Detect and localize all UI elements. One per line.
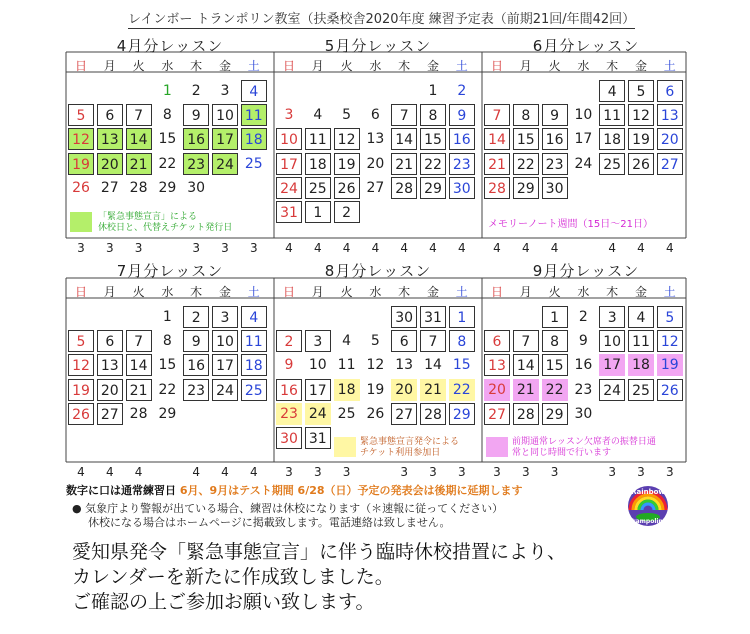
- lesson-count: 3: [221, 241, 229, 255]
- day-cell: 21: [126, 153, 152, 175]
- day-cell: 12: [657, 330, 683, 352]
- day-cell: 4: [342, 333, 352, 350]
- day-cell: 7: [484, 104, 510, 126]
- weekday-header: 火: [548, 59, 561, 73]
- legend-practice-days: 数字に口は通常練習日: [66, 484, 176, 497]
- day-cell: 11: [337, 357, 356, 374]
- day-cell: 19: [334, 153, 360, 175]
- day-cell: 18: [599, 128, 625, 150]
- weekday-header: 木: [190, 59, 203, 73]
- legend-line: [66, 482, 523, 498]
- day-cell: 18: [628, 354, 654, 376]
- lesson-count: 4: [249, 465, 258, 479]
- day-cell: 9: [284, 357, 294, 374]
- day-cell: 1: [162, 83, 172, 99]
- announcement-line-1: 愛知県発令「緊急事態宣言」に伴う臨時休校措置により、: [72, 541, 567, 563]
- day-cell: 7: [420, 330, 446, 352]
- month-note: 前期通常レッスン欠席者の振替日通 常と同じ時間で行います: [512, 437, 656, 458]
- day-cell: 8: [513, 104, 539, 126]
- lesson-count: 3: [342, 465, 351, 479]
- day-cell: 2: [276, 330, 302, 352]
- weather-warning-note: ● 気象庁より警報が出ている場合、練習は休校になります（＊速報に従ってください）: [72, 502, 504, 515]
- weekday-header: 火: [340, 59, 353, 73]
- weekday-header: 月: [103, 59, 116, 73]
- day-cell: 30: [449, 177, 475, 199]
- day-cell: 25: [599, 153, 625, 175]
- day-cell: 17: [574, 131, 593, 148]
- day-cell: 16: [276, 379, 302, 401]
- day-cell: 8: [420, 104, 446, 126]
- weekday-header: 土: [455, 285, 468, 299]
- weekday-header: 水: [161, 59, 174, 73]
- day-cell: 28: [420, 403, 446, 425]
- day-cell: 28: [513, 403, 539, 425]
- weekday-header: 日: [282, 285, 295, 299]
- day-cell: 1: [305, 201, 331, 223]
- day-cell: 18: [334, 379, 360, 401]
- day-cell: 30: [276, 427, 302, 449]
- day-cell: 8: [542, 330, 568, 352]
- month-title: 5月分レッスン: [324, 37, 432, 55]
- weekday-header: 月: [311, 59, 324, 73]
- weekday-header: 火: [132, 59, 145, 73]
- day-cell: 3: [599, 306, 625, 328]
- day-cell: 24: [599, 379, 625, 401]
- day-cell: 13: [657, 104, 683, 126]
- weekday-header: 金: [218, 285, 231, 299]
- day-cell: 24: [212, 379, 238, 401]
- day-cell: 3: [305, 330, 331, 352]
- day-cell: 22: [158, 381, 177, 398]
- day-cell: 28: [129, 405, 148, 422]
- day-cell: 5: [342, 107, 352, 124]
- day-cell: 22: [542, 379, 568, 401]
- day-cell: 8: [162, 333, 172, 350]
- day-cell: 3: [212, 306, 238, 328]
- lesson-count: 4: [77, 465, 85, 479]
- day-cell: 9: [578, 333, 588, 350]
- day-cell: 16: [574, 357, 593, 374]
- day-cell: 18: [305, 153, 331, 175]
- month-note: 緊急事態宣言発令による チケット利用参加日: [360, 437, 460, 458]
- day-cell: 13: [484, 354, 510, 376]
- day-cell: 18: [241, 128, 267, 150]
- day-cell: 23: [276, 403, 302, 425]
- day-cell: 20: [657, 128, 683, 150]
- weekday-header: 木: [398, 59, 411, 73]
- day-cell: 6: [370, 107, 380, 124]
- day-cell: 31: [305, 427, 331, 449]
- day-cell: 16: [449, 128, 475, 150]
- day-cell: 10: [212, 104, 238, 126]
- day-cell: 11: [599, 104, 625, 126]
- homepage-note: 休校になる場合はホームページに掲載致します。電話連絡は致しません。: [88, 516, 451, 529]
- day-cell: 14: [424, 357, 442, 374]
- weekday-header: 日: [490, 285, 503, 299]
- day-cell: 21: [484, 153, 510, 175]
- day-cell: 23: [574, 381, 593, 398]
- day-cell: 27: [366, 179, 385, 196]
- day-cell: 26: [68, 403, 94, 425]
- day-cell: 4: [313, 107, 323, 124]
- legend-swatch: [486, 437, 508, 457]
- day-cell: 26: [334, 177, 360, 199]
- weekday-header: 火: [132, 285, 145, 299]
- schedule-title: レインボー トランポリン教室（扶桑校舎2020年度 練習予定表（前期21回/年間42回）: [128, 12, 636, 27]
- day-cell: 15: [420, 128, 446, 150]
- lesson-count: 3: [550, 465, 559, 479]
- lesson-count: 3: [105, 241, 114, 255]
- day-cell: 23: [183, 153, 209, 175]
- day-cell: 26: [657, 379, 683, 401]
- day-cell: 9: [449, 104, 475, 126]
- day-cell: 5: [657, 306, 683, 328]
- announcement-line-2: カレンダーを新たに作成致しました。: [72, 566, 394, 588]
- weekday-header: 金: [218, 59, 231, 73]
- day-cell: 10: [308, 357, 327, 374]
- lesson-count: 4: [550, 241, 559, 255]
- legend-swatch: [70, 212, 92, 232]
- day-cell: 27: [657, 153, 683, 175]
- day-cell: 18: [241, 354, 267, 376]
- month-note: 「緊急事態宣言」による 休校日と、代替えチケット発行日: [98, 212, 233, 233]
- day-cell: 21: [391, 153, 417, 175]
- day-cell: 12: [366, 357, 385, 374]
- weekday-header: 土: [247, 285, 260, 299]
- weekday-header: 土: [247, 59, 260, 73]
- day-cell: 6: [97, 330, 123, 352]
- announcement-line-3: ご確認の上ご参加お願い致します。: [72, 591, 375, 613]
- day-cell: 9: [542, 104, 568, 126]
- lesson-count: 3: [665, 465, 674, 479]
- weekday-header: 日: [74, 285, 87, 299]
- day-cell: 10: [212, 330, 238, 352]
- lesson-count: 4: [192, 465, 200, 479]
- day-cell: 13: [97, 128, 123, 150]
- day-cell: 15: [158, 357, 177, 374]
- lesson-count: 3: [429, 465, 437, 479]
- day-cell: 15: [452, 357, 471, 374]
- day-cell: 31: [276, 201, 302, 223]
- day-cell: 28: [391, 177, 417, 199]
- lesson-count: 4: [400, 241, 408, 255]
- day-cell: 23: [183, 379, 209, 401]
- day-cell: 30: [391, 306, 417, 328]
- day-cell: 24: [276, 177, 302, 199]
- day-cell: 1: [542, 306, 568, 328]
- lesson-count: 3: [521, 465, 530, 479]
- lesson-count: 3: [637, 465, 645, 479]
- day-cell: 15: [542, 354, 568, 376]
- day-cell: 26: [628, 153, 654, 175]
- day-cell: 28: [484, 177, 510, 199]
- day-cell: 12: [334, 128, 360, 150]
- lesson-count: 4: [429, 241, 437, 255]
- day-cell: 10: [599, 330, 625, 352]
- day-cell: 29: [513, 177, 539, 199]
- day-cell: 16: [542, 128, 568, 150]
- weekday-header: 月: [519, 59, 532, 73]
- day-cell: 21: [513, 379, 539, 401]
- day-cell: 25: [244, 155, 263, 172]
- day-cell: 4: [241, 306, 267, 328]
- announcement: [72, 540, 566, 615]
- logo-text-top: Rainbow: [631, 488, 665, 496]
- day-cell: 22: [420, 153, 446, 175]
- weekday-header: 月: [103, 285, 116, 299]
- weekday-header: 木: [190, 285, 203, 299]
- month-title: 4月分レッスン: [116, 37, 224, 55]
- day-cell: 24: [212, 153, 238, 175]
- day-cell: 20: [97, 379, 123, 401]
- day-cell: 28: [129, 179, 148, 196]
- day-cell: 25: [628, 379, 654, 401]
- lesson-count: 3: [608, 465, 616, 479]
- lesson-count: 3: [400, 465, 408, 479]
- weekday-header: 木: [606, 59, 619, 73]
- day-cell: 22: [449, 379, 475, 401]
- day-cell: 8: [162, 107, 172, 124]
- weekday-header: 金: [634, 285, 647, 299]
- day-cell: 2: [191, 83, 201, 99]
- day-cell: 29: [449, 403, 475, 425]
- day-cell: 22: [158, 155, 177, 172]
- day-cell: 19: [68, 379, 94, 401]
- day-cell: 29: [158, 405, 177, 422]
- legend-swatch: [334, 437, 356, 457]
- lesson-count: 3: [285, 465, 293, 479]
- day-cell: 9: [183, 104, 209, 126]
- day-cell: 5: [370, 333, 380, 350]
- day-cell: 1: [449, 306, 475, 328]
- day-cell: 17: [212, 128, 238, 150]
- weekday-header: 金: [426, 59, 439, 73]
- weekday-header: 火: [340, 285, 353, 299]
- day-cell: 20: [484, 379, 510, 401]
- day-cell: 30: [542, 177, 568, 199]
- day-cell: 27: [97, 403, 123, 425]
- day-cell: 20: [391, 379, 417, 401]
- day-cell: 29: [158, 179, 177, 196]
- day-cell: 12: [68, 354, 94, 376]
- weekday-header: 月: [519, 285, 532, 299]
- day-cell: 17: [599, 354, 625, 376]
- month-title: 8月分レッスン: [324, 262, 432, 280]
- day-cell: 2: [457, 83, 467, 99]
- day-cell: 12: [628, 104, 654, 126]
- day-cell: 30: [187, 179, 206, 196]
- day-cell: 5: [628, 80, 654, 102]
- day-cell: 24: [574, 155, 593, 172]
- weekday-header: 月: [311, 285, 324, 299]
- day-cell: 7: [126, 104, 152, 126]
- lesson-count: 3: [313, 465, 322, 479]
- month-title: 7月分レッスン: [116, 262, 224, 280]
- day-cell: 27: [391, 403, 417, 425]
- day-cell: 2: [183, 306, 209, 328]
- day-cell: 11: [241, 330, 267, 352]
- day-cell: 3: [220, 83, 230, 99]
- day-cell: 11: [628, 330, 654, 352]
- day-cell: 9: [183, 330, 209, 352]
- lesson-count: 4: [105, 465, 114, 479]
- day-cell: 7: [391, 104, 417, 126]
- day-cell: 19: [366, 381, 385, 398]
- lesson-count: 4: [313, 241, 322, 255]
- day-cell: 30: [574, 405, 593, 422]
- day-cell: 31: [420, 306, 446, 328]
- day-cell: 29: [420, 177, 446, 199]
- day-cell: 29: [542, 403, 568, 425]
- day-cell: 4: [241, 80, 267, 102]
- day-cell: 15: [513, 128, 539, 150]
- day-cell: 25: [337, 405, 356, 422]
- day-cell: 27: [100, 179, 119, 196]
- rainbow-trampoline-logo: [622, 484, 674, 528]
- weekday-header: 水: [369, 285, 382, 299]
- lesson-count: 4: [342, 241, 351, 255]
- day-cell: 12: [68, 128, 94, 150]
- weekday-header: 土: [455, 59, 468, 73]
- day-cell: 7: [126, 330, 152, 352]
- day-cell: 26: [72, 179, 90, 196]
- day-cell: 27: [484, 403, 510, 425]
- weekday-header: 水: [161, 285, 174, 299]
- weekday-header: 日: [282, 59, 295, 73]
- lesson-count: 4: [493, 241, 501, 255]
- day-cell: 17: [276, 153, 302, 175]
- weekday-header: 日: [74, 59, 87, 73]
- lesson-count: 3: [77, 241, 85, 255]
- day-cell: 10: [276, 128, 302, 150]
- day-cell: 20: [97, 153, 123, 175]
- day-cell: 6: [97, 104, 123, 126]
- day-cell: 14: [391, 128, 417, 150]
- day-cell: 14: [513, 354, 539, 376]
- month-note: メモリーノート週間（15日〜21日）: [488, 219, 653, 230]
- lesson-count: 4: [285, 241, 293, 255]
- day-cell: 20: [366, 155, 385, 172]
- day-cell: 4: [628, 306, 654, 328]
- day-cell: 2: [334, 201, 360, 223]
- lesson-count: 3: [457, 465, 466, 479]
- day-cell: 24: [305, 403, 331, 425]
- day-cell: 7: [513, 330, 539, 352]
- day-cell: 2: [578, 309, 588, 325]
- lesson-count: 3: [192, 241, 200, 255]
- day-cell: 25: [305, 177, 331, 199]
- logo-text-bottom: Trampoline: [629, 518, 667, 525]
- day-cell: 10: [574, 107, 593, 124]
- lesson-count: 4: [637, 241, 645, 255]
- day-cell: 19: [657, 354, 683, 376]
- day-cell: 6: [484, 330, 510, 352]
- day-cell: 1: [162, 309, 172, 325]
- day-cell: 5: [68, 330, 94, 352]
- lesson-count: 3: [249, 241, 258, 255]
- lesson-count: 4: [371, 241, 380, 255]
- day-cell: 14: [126, 128, 152, 150]
- lesson-count: 4: [221, 465, 229, 479]
- day-cell: 13: [366, 131, 385, 148]
- day-cell: 16: [183, 128, 209, 150]
- weekday-header: 土: [663, 59, 676, 73]
- day-cell: 14: [484, 128, 510, 150]
- day-cell: 5: [68, 104, 94, 126]
- weekday-header: 日: [490, 59, 503, 73]
- month-title: 6月分レッスン: [532, 37, 640, 55]
- legend-test-period: 6月、9月はテスト期間 6/28（日）予定の発表会は後期に延期します: [179, 484, 523, 497]
- day-cell: 3: [284, 107, 294, 124]
- weekday-header: 金: [426, 285, 439, 299]
- day-cell: 19: [68, 153, 94, 175]
- day-cell: 17: [212, 354, 238, 376]
- weekday-header: 水: [577, 285, 590, 299]
- day-cell: 21: [420, 379, 446, 401]
- month-title: 9月分レッスン: [532, 262, 640, 280]
- day-cell: 22: [513, 153, 539, 175]
- weekday-header: 水: [369, 59, 382, 73]
- day-cell: 16: [183, 354, 209, 376]
- day-cell: 13: [97, 354, 123, 376]
- day-cell: 23: [449, 153, 475, 175]
- weekday-header: 木: [606, 285, 619, 299]
- lesson-count: 4: [665, 241, 674, 255]
- weekday-header: 土: [663, 285, 676, 299]
- lesson-count: 3: [134, 241, 143, 255]
- day-cell: 4: [599, 80, 625, 102]
- lesson-count: 4: [134, 465, 143, 479]
- day-cell: 8: [449, 330, 475, 352]
- day-cell: 6: [657, 80, 683, 102]
- day-cell: 17: [305, 379, 331, 401]
- weekday-header: 木: [398, 285, 411, 299]
- day-cell: 26: [366, 405, 385, 422]
- lesson-count: 3: [493, 465, 501, 479]
- day-cell: 6: [391, 330, 417, 352]
- day-cell: 25: [241, 379, 267, 401]
- lesson-count: 4: [521, 241, 530, 255]
- day-cell: 14: [126, 354, 152, 376]
- day-cell: 13: [395, 357, 414, 374]
- day-cell: 11: [305, 128, 331, 150]
- day-cell: 15: [158, 131, 177, 148]
- lesson-count: 4: [608, 241, 616, 255]
- day-cell: 1: [428, 83, 438, 99]
- day-cell: 21: [126, 379, 152, 401]
- weekday-header: 水: [577, 59, 590, 73]
- weekday-header: 金: [634, 59, 647, 73]
- lesson-count: 4: [457, 241, 466, 255]
- weekday-header: 火: [548, 285, 561, 299]
- day-cell: 19: [628, 128, 654, 150]
- day-cell: 11: [241, 104, 267, 126]
- day-cell: 23: [542, 153, 568, 175]
